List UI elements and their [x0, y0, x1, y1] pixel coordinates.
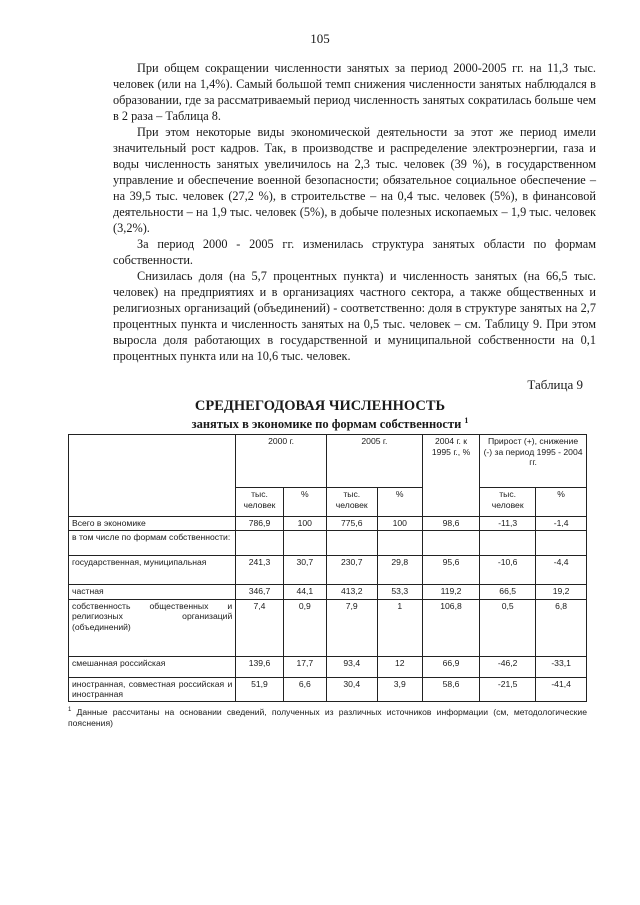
table-cell: 29,8 — [377, 555, 422, 584]
table-cell: 53,3 — [377, 584, 422, 599]
table-cell: 6,8 — [536, 599, 587, 656]
table-cell: 19,2 — [536, 584, 587, 599]
table-title-footnote-mark: 1 — [464, 416, 469, 425]
employment-table — [68, 434, 587, 702]
table-cell: 3,9 — [377, 677, 422, 701]
table-row — [69, 677, 587, 701]
subheader-thous: тыс. человек — [326, 488, 377, 517]
footnote-mark: 1 — [68, 707, 72, 713]
header-growth: Прирост (+), снижение (-) за период 1995 - 2004 гг. — [480, 435, 587, 488]
table-cell — [283, 530, 326, 555]
subheader-thous: тыс. человек — [480, 488, 536, 517]
row-label: государственная, муниципальная — [69, 555, 236, 584]
table-cell: 775,6 — [326, 517, 377, 531]
table-cell — [422, 530, 479, 555]
table-cell: 95,6 — [422, 555, 479, 584]
footnote — [68, 705, 587, 729]
table-cell: 58,6 — [422, 677, 479, 701]
row-label: в том числе по формам собственности: — [69, 530, 236, 555]
table-label: Таблица 9 — [527, 377, 583, 392]
table-cell: 44,1 — [283, 584, 326, 599]
row-label: иностранная, совместная российская и иностранная — [69, 677, 236, 701]
subheader-pct: % — [377, 488, 422, 517]
table-cell: 30,4 — [326, 677, 377, 701]
header-2005: 2005 г. — [326, 435, 422, 488]
paragraph: Снизилась доля (на 5,7 процентных пункта) и численность занятых (на 66,5 тыс. человек) на предприятиях и в организациях частного сектора, а также общественных и религиозных организаций (объединений) - соответственно: доля в структуре занятых на 2,7 процентных пункта и численность занятых на 0,5 тыс. человек – см. Таблицу 9. При этом выросла доля работающих в государственной и муниципальной собственности на 0,1 процентных пункта или на 10,6 тыс. человек. — [113, 269, 596, 363]
table-cell: 230,7 — [326, 555, 377, 584]
table-cell: -33,1 — [536, 656, 587, 677]
table-cell: 0,5 — [480, 599, 536, 656]
table-cell: 346,7 — [236, 584, 283, 599]
row-label: Всего в экономике — [69, 517, 236, 531]
header-2004-to-1995: 2004 г. к 1995 г., % — [422, 435, 479, 517]
table-cell: 413,2 — [326, 584, 377, 599]
table-cell — [377, 530, 422, 555]
table-cell: 66,9 — [422, 656, 479, 677]
header-2000: 2000 г. — [236, 435, 327, 488]
table-cell: 241,3 — [236, 555, 283, 584]
table-cell: 7,4 — [236, 599, 283, 656]
paragraph: При общем сокращении численности занятых за период 2000-2005 гг. на 11,3 тыс. человек (или на 1,4%). Самый большой темп снижения численности занятых наблюдался в образовании, где за рассматриваемый период численность занятых сократилась больше чем в 2 раза – Таблица 8. — [113, 61, 596, 123]
table-cell: 106,8 — [422, 599, 479, 656]
footnote-text: Данные рассчитаны на основании сведений, полученных из различных источников информации (см, методологические пояснения) — [68, 706, 587, 728]
body-text — [113, 60, 596, 364]
page-number: 105 — [310, 31, 330, 46]
table-row — [69, 530, 587, 555]
table-cell: -46,2 — [480, 656, 536, 677]
table-cell — [236, 530, 283, 555]
table-cell: 98,6 — [422, 517, 479, 531]
table-cell: 119,2 — [422, 584, 479, 599]
row-label: частная — [69, 584, 236, 599]
table-row — [69, 599, 587, 656]
table-cell: -1,4 — [536, 517, 587, 531]
row-label: собственность общественных и религиозных организаций (объединений) — [69, 599, 236, 656]
table-cell: 1 — [377, 599, 422, 656]
table-cell: -10,6 — [480, 555, 536, 584]
header-row — [69, 435, 587, 488]
row-label: смешанная российская — [69, 656, 236, 677]
table-title: СРЕДНЕГОДОВАЯ ЧИСЛЕННОСТЬ — [194, 398, 446, 414]
table-cell: 93,4 — [326, 656, 377, 677]
table-cell: 12 — [377, 656, 422, 677]
table-cell — [536, 530, 587, 555]
table-subtitle-text: занятых в экономике по формам собственности — [191, 417, 462, 432]
header-empty-cell — [69, 435, 236, 517]
table-row — [69, 555, 587, 584]
table-cell: 51,9 — [236, 677, 283, 701]
table-cell: 17,7 — [283, 656, 326, 677]
table-cell — [480, 530, 536, 555]
table-cell: 786,9 — [236, 517, 283, 531]
subheader-pct: % — [536, 488, 587, 517]
table-cell: 100 — [377, 517, 422, 531]
table-row — [69, 584, 587, 599]
subheader-pct: % — [283, 488, 326, 517]
table-cell: 7,9 — [326, 599, 377, 656]
paragraph: При этом некоторые виды экономической деятельности за этот же период имели значительный рост кадров. Так, в производстве и распределение электроэнергии, газа и воды численность занятых увеличилось на 2,3 тыс. человек (39 %), в государственном управление и обеспечение военной безопасности; обязательное социальное обеспечение – на 39,5 тыс. человек (27,2 %), в строительстве – на 0,4 тыс. человек (5%), в финансовой деятельности – на 1,9 тыс. человек (5%), в добыче полезных ископаемых – 1,9 тыс. человек (3,2%). — [113, 125, 596, 235]
paragraph: За период 2000 - 2005 гг. изменилась структура занятых области по формам собственности. — [113, 237, 596, 267]
table-cell: -41,4 — [536, 677, 587, 701]
table-cell — [326, 530, 377, 555]
table-cell: 66,5 — [480, 584, 536, 599]
table-cell: -11,3 — [480, 517, 536, 531]
table-subtitle — [10, 416, 640, 432]
table-cell: 30,7 — [283, 555, 326, 584]
table-cell: 139,6 — [236, 656, 283, 677]
table-cell: -4,4 — [536, 555, 587, 584]
table-cell: -21,5 — [480, 677, 536, 701]
table-row — [69, 656, 587, 677]
table-cell: 0,9 — [283, 599, 326, 656]
subheader-thous: тыс. человек — [236, 488, 283, 517]
table-cell: 6,6 — [283, 677, 326, 701]
table-cell: 100 — [283, 517, 326, 531]
table-row — [69, 517, 587, 531]
